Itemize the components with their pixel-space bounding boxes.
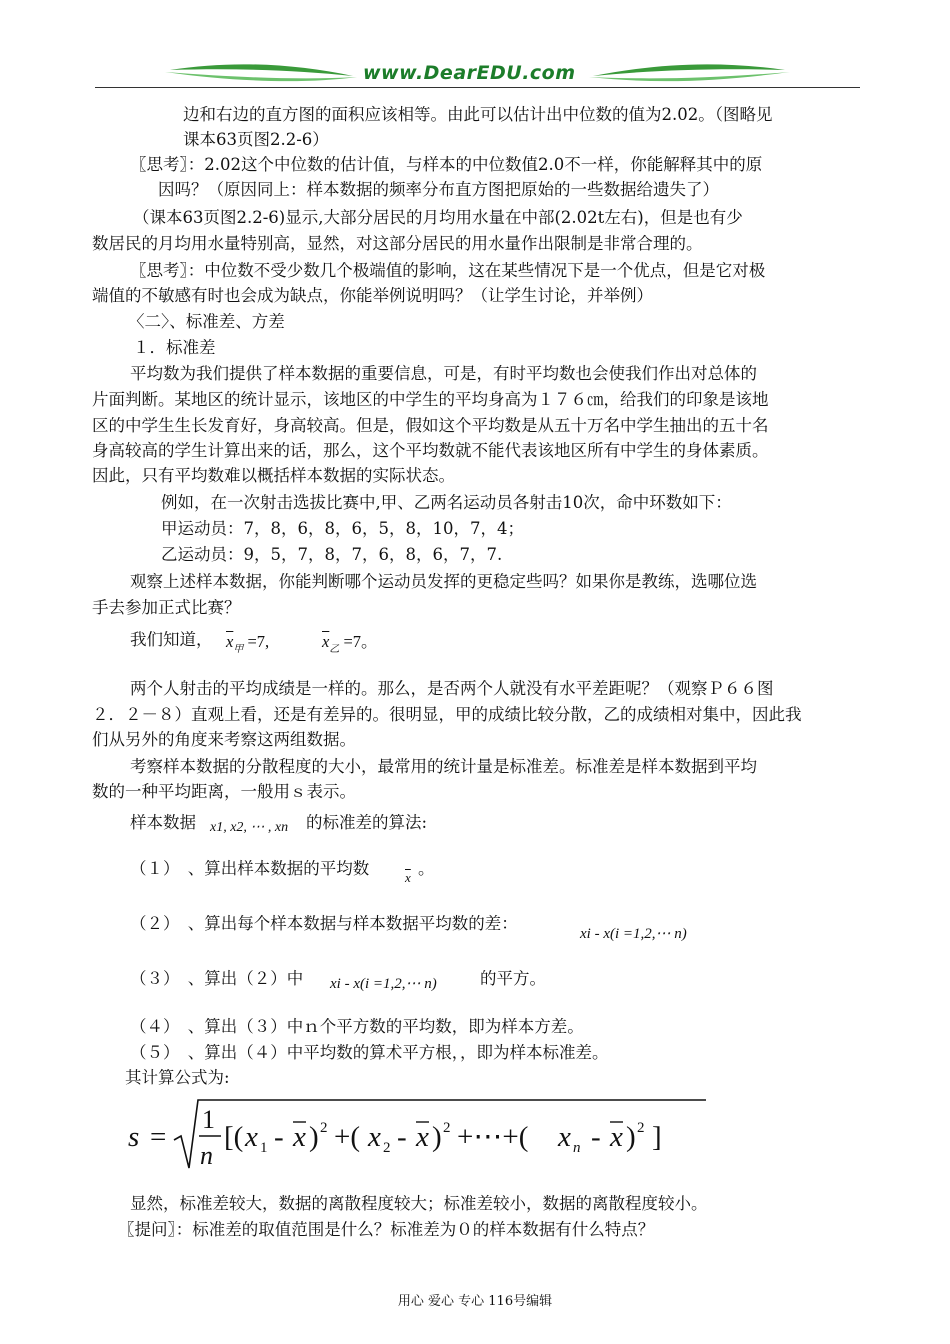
text-line: 两个人射击的平均成绩是一样的。那么，是否两个人就没有水平差距呢？（观察Ｐ６６图 (130, 679, 774, 698)
sample-sequence: x1, x2, ⋯ , xn (210, 820, 289, 835)
section-heading: 〈二〉、标准差、方差 (128, 312, 285, 331)
text-line: 课本63页图2.2-6） (183, 130, 329, 149)
svg-text:x: x (558, 1121, 571, 1153)
svg-text:2: 2 (443, 1120, 451, 1136)
svg-text:[(: [( (224, 1121, 244, 1153)
text-line: 例如，在一次射击选拔比赛中,甲、乙两名运动员各射击10次，命中环数如下： (161, 493, 732, 512)
text-line: 〖提问〗：标准差的取值范围是什么？标准差为０的样本数据有什么特点？ (118, 1220, 655, 1239)
text-line: 数居民的月均用水量特别高，显然，对这部分居民的用水量作出限制是非常合理的。 (92, 234, 703, 253)
text-line: （课本63页图2.2-6)显示,大部分居民的月均用水量在中部(2.02t左右)，但是也有少 (133, 208, 743, 227)
svg-text:s: s (128, 1121, 140, 1153)
text-line: 身高较高的学生计算出来的话，那么，这个平均数就不能代表该地区所有中学生的身体素质。 (92, 441, 769, 460)
svg-text:x: x (245, 1121, 258, 1153)
text-line: ２．２－８）直观上看，还是有差异的。很明显，甲的成绩比较分散，乙的成绩相对集中，因此我 (92, 705, 802, 724)
subsection-heading: １．标准差 (133, 338, 216, 357)
site-header (95, 60, 860, 92)
text-line: 端值的不敏感有时也会成为缺点，你能举例说明吗？（让学生讨论，并举例） (92, 286, 653, 305)
svg-text:2: 2 (320, 1120, 328, 1136)
mean-jia-symbol: $\overline{x}$ (226, 632, 234, 651)
text-line: 平均数为我们提供了样本数据的重要信息，可是，有时平均数也会使我们作出对总体的 (130, 364, 757, 383)
mean-jia-expression (226, 630, 269, 662)
svg-text:n: n (573, 1140, 581, 1156)
svg-text:+(: +( (334, 1121, 361, 1153)
svg-text:): ) (309, 1121, 319, 1153)
data-line-yi: 乙运动员：9，5，7，8，7，6，8，6，7，7. (161, 545, 503, 564)
text-line: 的标准差的算法: (306, 813, 428, 832)
svg-text:2: 2 (637, 1120, 645, 1136)
std-dev-formula (128, 1098, 708, 1178)
text-line: 因此，只有平均数难以概括样本数据的实际状态。 (92, 466, 455, 485)
svg-text:-: - (591, 1121, 601, 1153)
step-5: （５） 、算出（４）中平均数的算术平方根，，即为样本标准差。 (130, 1043, 609, 1062)
svg-text:x: x (610, 1121, 623, 1153)
text-line: 〖思考〗：2.02这个中位数的估计值，与样本的中位数值2.0不一样，你能解释其中的原 (130, 155, 763, 174)
svg-text:): ) (432, 1121, 442, 1153)
text-line: 数的一种平均距离，一般用ｓ表示。 (92, 782, 356, 801)
svg-text:2: 2 (383, 1140, 391, 1156)
text-line: 。 (418, 859, 435, 878)
svg-text:1: 1 (260, 1140, 268, 1156)
text-line: 们从另外的角度来考察这两组数据。 (92, 730, 356, 749)
text-line: 边和右边的直方图的面积应该相等。由此可以估计出中位数的值为2.02。（图略见 (183, 105, 773, 124)
text-line: 观察上述样本数据，你能判断哪个运动员发挥的更稳定些吗？如果你是教练，选哪位选 (130, 572, 757, 591)
svg-text:x: x (293, 1121, 306, 1153)
mean-jia-value: =7, (247, 632, 270, 651)
svg-text:-: - (274, 1121, 284, 1153)
text-line: 手去参加正式比赛？ (92, 598, 241, 617)
svg-text:x: x (368, 1121, 381, 1153)
step-2: （２） 、算出每个样本数据与样本数据平均数的差： (130, 914, 518, 933)
text-line: 的平方。 (480, 969, 546, 988)
mean-yi-expression (322, 630, 378, 662)
diff-expression: xi - x(i =1,2,⋯ n) (580, 926, 687, 942)
svg-text:x: x (416, 1121, 429, 1153)
svg-text:=: = (150, 1121, 167, 1153)
text-line: 样本数据 (130, 813, 196, 832)
site-logo-text[interactable]: www.DearEDU.com (363, 62, 576, 84)
mean-yi-symbol: $\overline{x}$ (322, 632, 330, 651)
mean-yi-subscript: 乙 (329, 644, 340, 655)
text-line: 区的中学生生长发育好，身高较高。但是，假如这个平均数是从五十万名中学生抽出的五十名 (92, 416, 769, 435)
text-line: 我们知道， (130, 630, 213, 649)
svg-text:]: ] (652, 1121, 662, 1153)
data-line-jia: 甲运动员：7，8，6，8，6，5，8，10，7，4； (161, 519, 524, 538)
text-line: 因吗？（原因同上：样本数据的频率分布直方图把原始的一些数据给遗失了） (158, 180, 719, 199)
header-rule (95, 87, 860, 88)
step-3: （３） 、算出（２）中 (130, 969, 304, 988)
step-1: （１） 、算出样本数据的平均数 (130, 859, 370, 878)
text-line: 〖思考〗：中位数不受少数几个极端值的影响，这在某些情况下是一个优点，但是它对极 (130, 261, 766, 280)
svg-text:): ) (626, 1121, 636, 1153)
diff-expression: xi - x(i =1,2,⋯ n) (330, 976, 437, 992)
text-line: 片面判断。某地区的统计显示，该地区的中学生的平均身高为１７６㎝，给我们的印象是该地 (92, 390, 769, 409)
xbar-symbol: $\overline{x}$ (405, 870, 411, 885)
text-line: 考察样本数据的分散程度的大小，最常用的统计量是标准差。标准差是样本数据到平均 (130, 757, 757, 776)
step-4: （４） 、算出（３）中ｎ个平方数的平均数，即为样本方差。 (130, 1017, 584, 1036)
mean-yi-value: =7。 (343, 632, 378, 651)
svg-text:-: - (397, 1121, 407, 1153)
formula-intro: 其计算公式为: (125, 1068, 230, 1087)
mean-jia-subscript: 甲 (233, 644, 244, 655)
svg-text:1: 1 (202, 1105, 215, 1134)
text-line: 显然，标准差较大，数据的离散程度较大；标准差较小，数据的离散程度较小。 (130, 1194, 708, 1213)
page-footer: 用心 爱心 专心 116号编辑 (397, 1294, 553, 1309)
svg-text:+⋯+(: +⋯+( (457, 1121, 529, 1153)
svg-text:n: n (200, 1141, 213, 1170)
